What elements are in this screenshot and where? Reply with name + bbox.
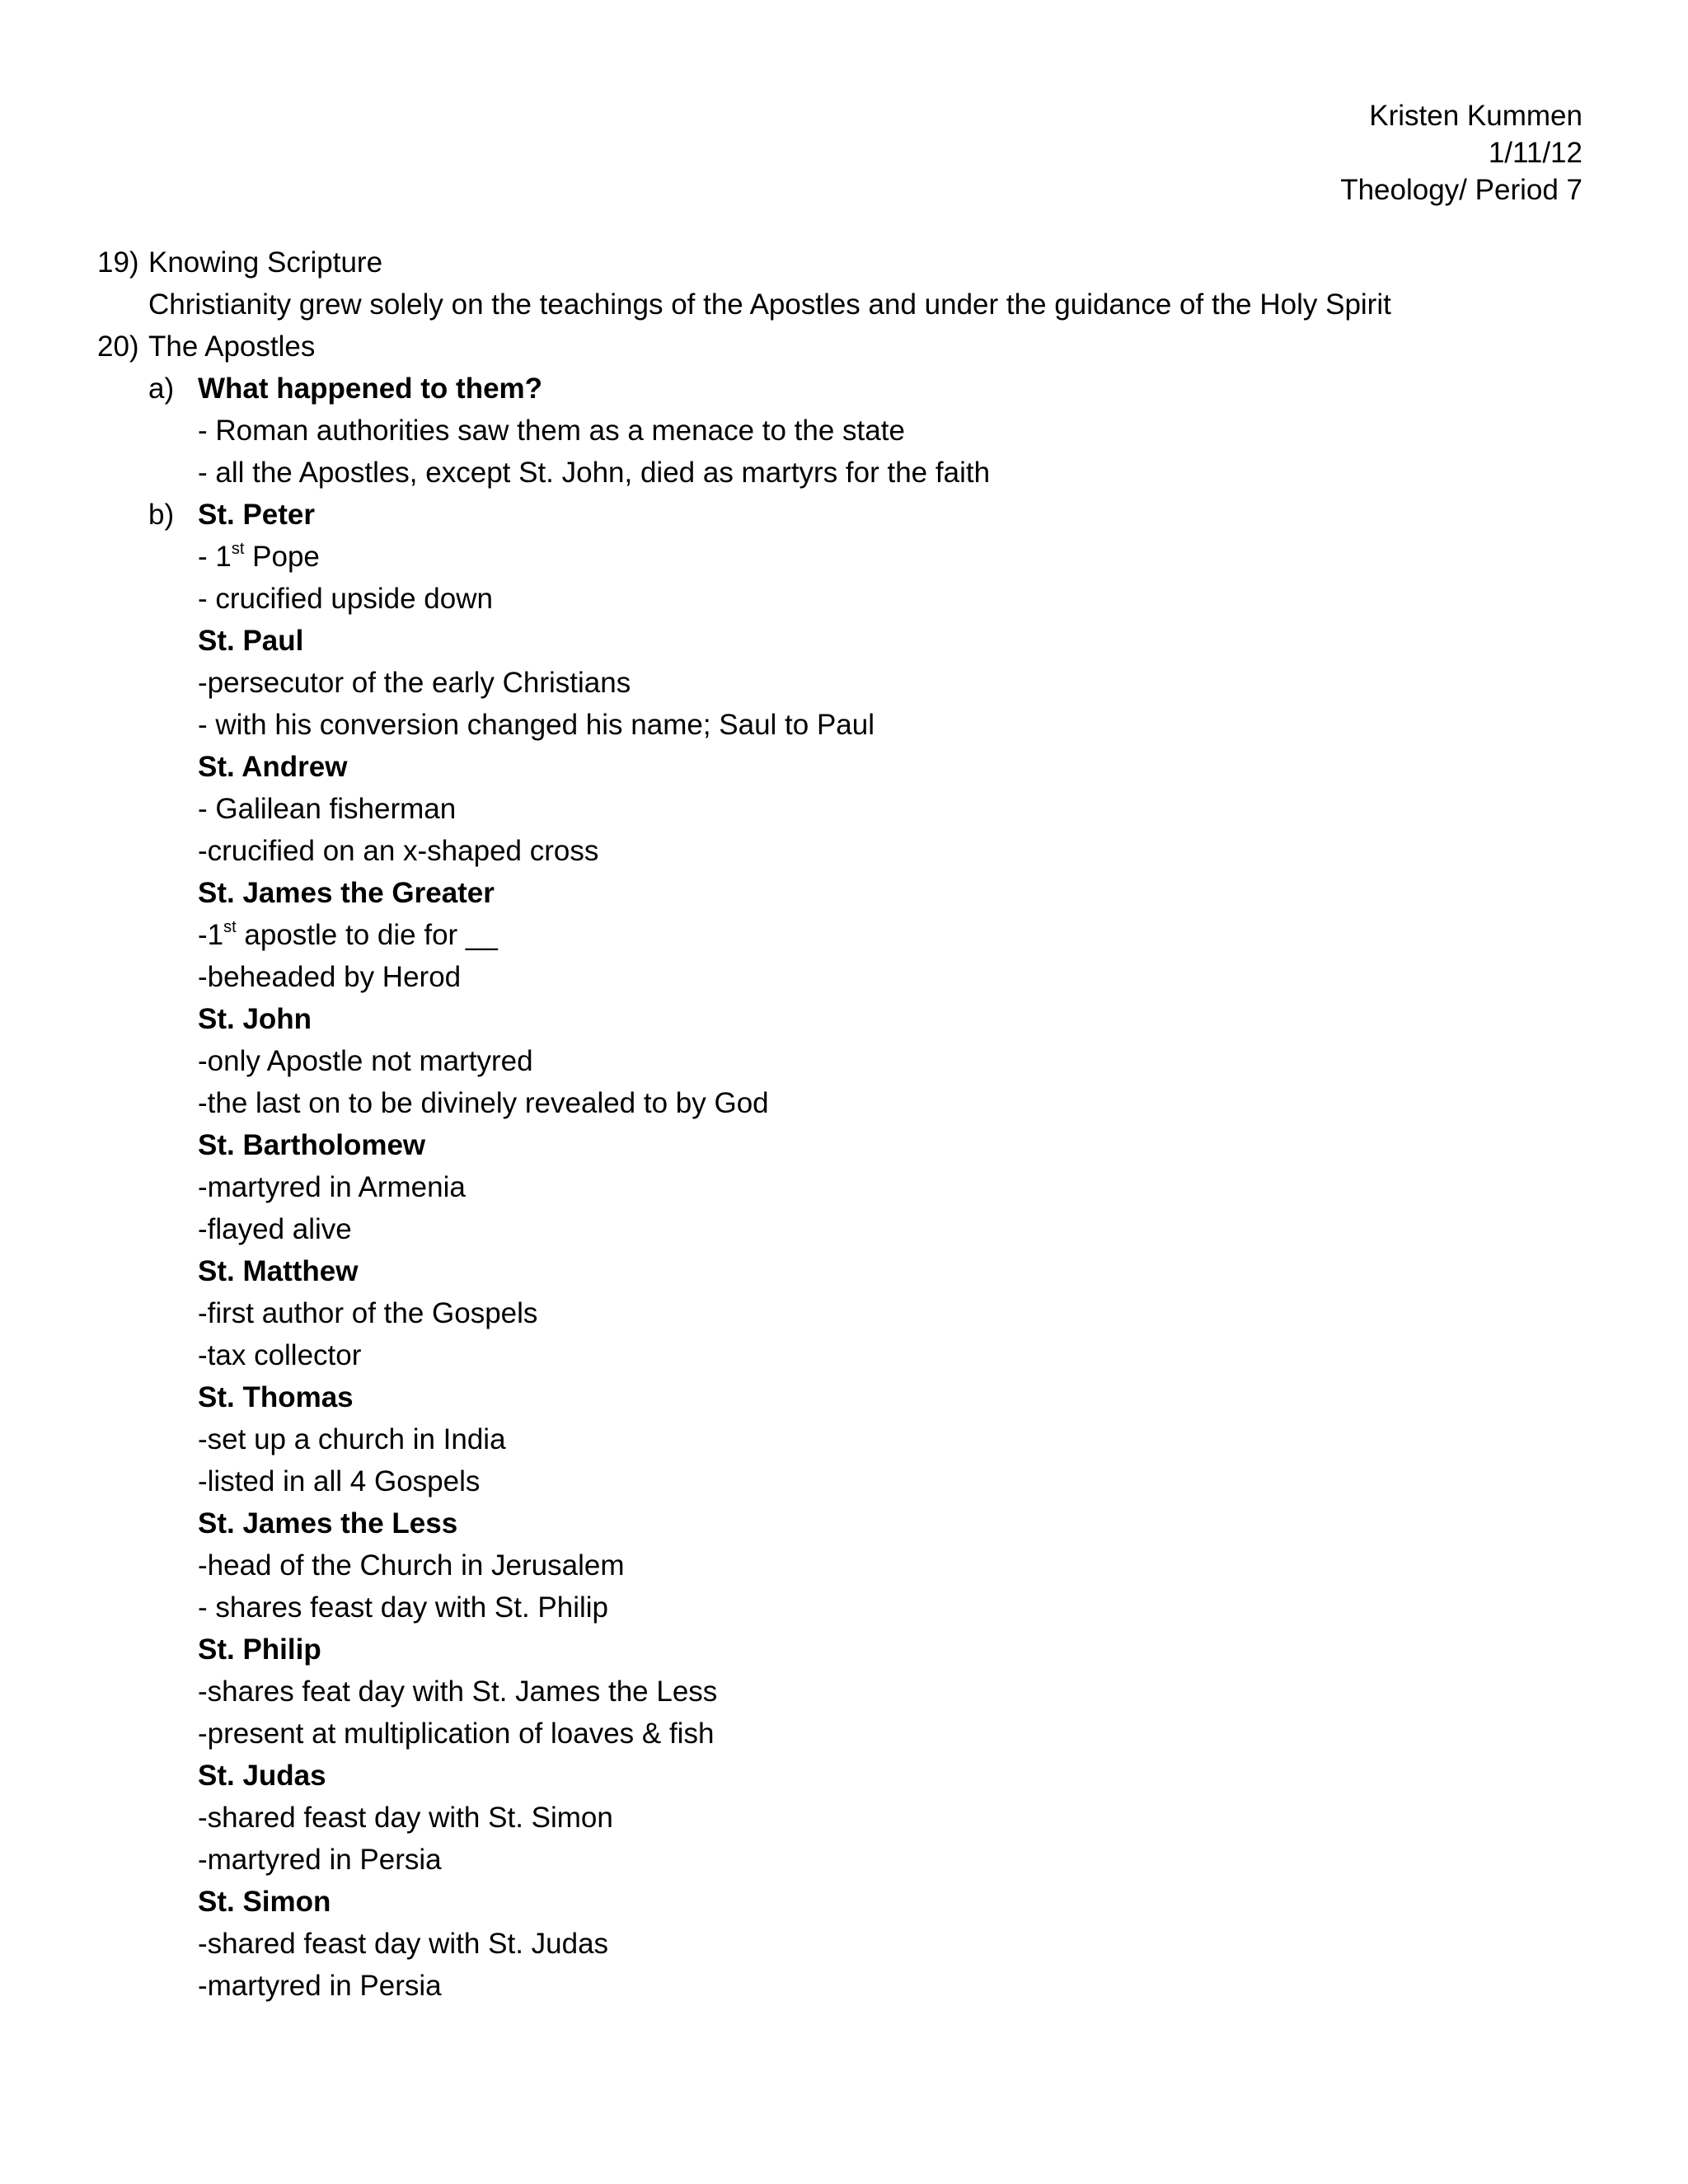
apostle-name-james-less: St. James the Less	[198, 1507, 458, 1540]
section-20-number: 20)	[97, 330, 139, 363]
list-item: -shares feat day with St. James the Less	[198, 1675, 718, 1708]
apostle-name-james-greater: St. James the Greater	[198, 877, 495, 909]
list-item: -shared feast day with St. Judas	[198, 1928, 609, 1960]
subsection-a-label: a)	[148, 373, 175, 405]
section-19-title: Knowing Scripture	[148, 246, 383, 279]
list-item: -crucified on an x-shaped cross	[198, 835, 599, 867]
subsection-a-heading: What happened to them?	[198, 373, 543, 405]
apostle-name-peter: St. Peter	[198, 499, 315, 531]
author-name: Kristen Kummen	[1369, 100, 1582, 132]
list-item: - Galilean fisherman	[198, 793, 457, 825]
list-item: - crucified upside down	[198, 583, 493, 615]
header-block	[1340, 97, 1582, 209]
apostle-name-judas: St. Judas	[198, 1760, 326, 1792]
apostle-name-john: St. John	[198, 1003, 312, 1035]
apostle-name-andrew: St. Andrew	[198, 751, 348, 783]
superscript: st	[231, 540, 245, 559]
list-item: -martyred in Armenia	[198, 1171, 466, 1203]
list-item: - shares feast day with St. Philip	[198, 1591, 608, 1624]
document-date: 1/11/12	[1488, 137, 1582, 169]
apostle-name-matthew: St. Matthew	[198, 1255, 359, 1287]
list-item: -persecutor of the early Christians	[198, 667, 631, 699]
list-item: - Roman authorities saw them as a menace to the state	[198, 415, 905, 447]
section-19-number: 19)	[97, 246, 139, 279]
apostle-name-bartholomew: St. Bartholomew	[198, 1129, 426, 1161]
apostle-name-simon: St. Simon	[198, 1886, 331, 1918]
apostle-name-philip: St. Philip	[198, 1633, 321, 1666]
list-item: -present at multiplication of loaves & fish	[198, 1718, 715, 1750]
apostle-name-thomas: St. Thomas	[198, 1381, 354, 1413]
list-item: -head of the Church in Jerusalem	[198, 1549, 625, 1582]
apostle-name-paul: St. Paul	[198, 625, 304, 657]
list-item: -1st apostle to die for __	[198, 918, 498, 951]
section-20-title: The Apostles	[148, 330, 316, 363]
list-item: - with his conversion changed his name; Saul to Paul	[198, 709, 875, 741]
list-item: -flayed alive	[198, 1213, 352, 1245]
list-item: -only Apostle not martyred	[198, 1045, 533, 1077]
subsection-b-label: b)	[148, 499, 175, 531]
list-item: -beheaded by Herod	[198, 961, 462, 993]
list-item: - 1st Pope	[198, 540, 320, 573]
list-item: -tax collector	[198, 1339, 362, 1371]
list-item: - all the Apostles, except St. John, died as martyrs for the faith	[198, 457, 991, 489]
list-item: -first author of the Gospels	[198, 1297, 538, 1329]
list-item: -set up a church in India	[198, 1423, 506, 1455]
list-item: -martyred in Persia	[198, 1970, 442, 2002]
section-19-text: Christianity grew solely on the teachings of the Apostles and under the guidance of the Holy Spirit	[148, 288, 1391, 321]
course-period: Theology/ Period 7	[1340, 174, 1582, 206]
list-item: -listed in all 4 Gospels	[198, 1465, 481, 1497]
list-item: -shared feast day with St. Simon	[198, 1802, 613, 1834]
list-item: -martyred in Persia	[198, 1844, 442, 1876]
list-item: -the last on to be divinely revealed to by God	[198, 1087, 769, 1119]
superscript: st	[223, 918, 237, 937]
